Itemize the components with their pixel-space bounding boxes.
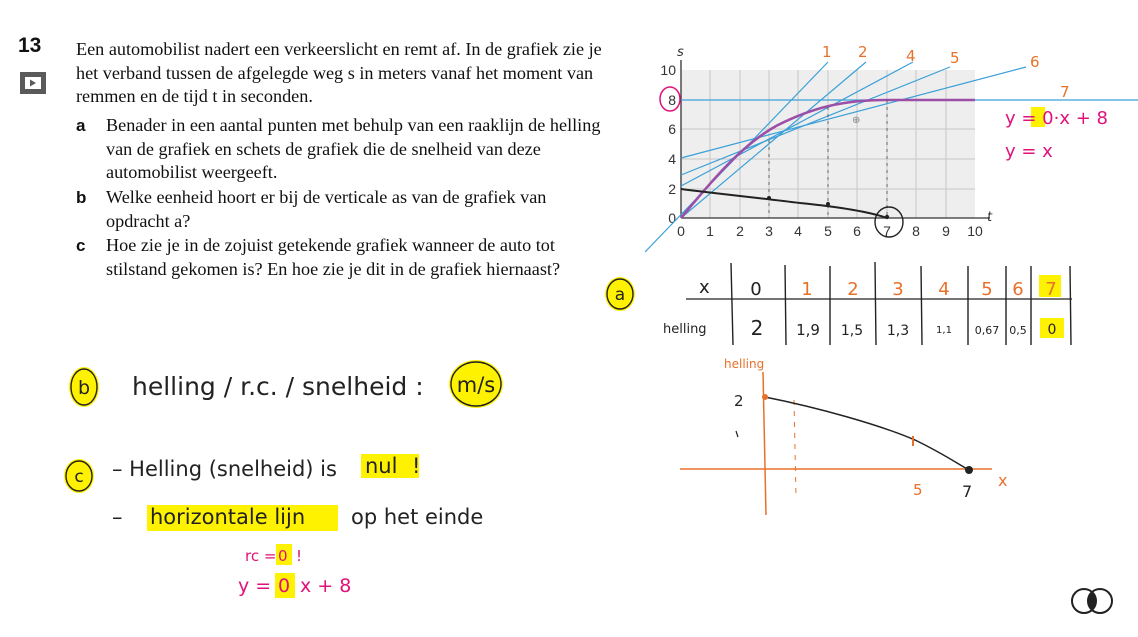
x-tick: 10: [967, 223, 983, 239]
answer-c: [64, 454, 483, 598]
slope-value: 0,5: [1009, 324, 1027, 337]
y-axis-label: s: [677, 45, 684, 60]
table-header-x: x: [699, 277, 710, 298]
rc-value: 0: [278, 547, 288, 565]
y-tick: 10: [660, 62, 676, 78]
sketch-y-value: 2: [734, 392, 744, 410]
x-value: 7: [1045, 279, 1057, 300]
x-tick: 4: [794, 223, 802, 239]
venn-logo-icon: [1072, 589, 1112, 613]
tangent-number: 4: [906, 47, 916, 65]
x-tick: 6: [853, 223, 861, 239]
x-tick: 3: [765, 223, 773, 239]
slope-value: 1,5: [840, 323, 864, 339]
part-a-label: a: [614, 285, 626, 305]
eq-value: 0: [278, 575, 291, 597]
x-axis-label: t: [987, 210, 993, 225]
x-value: 3: [892, 279, 904, 300]
x-tick: 2: [736, 223, 744, 239]
slope-value: 1,1: [936, 325, 952, 336]
x-tick: 5: [824, 223, 832, 239]
crosshair-icon: ⊕: [852, 115, 861, 126]
question-text: Welke eenheid hoort er bij de verticale as van de grafiek van opdracht a?: [106, 187, 547, 231]
tangent-equation: y = 0·x + 8: [1005, 108, 1108, 129]
answer-c-horizontal: horizontale lijn: [150, 505, 306, 529]
sketch-x-value: 7: [962, 482, 973, 501]
slope-value: 2: [750, 316, 764, 340]
slope-value: 0,67: [974, 324, 1000, 337]
answer-c-line1: – Helling (snelheid) is: [112, 457, 337, 481]
eq-prefix: y =: [238, 575, 272, 597]
slope-values-row: [751, 316, 1057, 340]
slope-value: 1,3: [886, 323, 910, 339]
exercise-intro: Een automobilist nadert een verkeerslicht en remt af. In de grafiek zie je het verband tussen de afgelegde weg s in meters vanaf het moment van remmen en de tijd t in seconden.: [76, 39, 602, 107]
tangent-number: 2: [858, 43, 868, 61]
rc-prefix: rc =: [245, 547, 277, 565]
x-value: 2: [847, 279, 859, 300]
exercise-number: 13: [18, 34, 42, 57]
answer-c-label: c: [74, 467, 84, 487]
slope-value: 1,9: [796, 321, 820, 339]
table-header-helling: helling: [663, 322, 707, 337]
x-tick: 1: [706, 223, 714, 239]
sketch-y-label: helling: [724, 357, 765, 371]
y-tick: 0: [668, 210, 676, 226]
x-value: 6: [1012, 279, 1024, 300]
y-tick: 4: [668, 151, 676, 167]
sketch-y-axis: [763, 372, 766, 515]
y-tick: 2: [668, 181, 676, 197]
y-tick: 6: [668, 121, 676, 137]
slope-table: [605, 262, 1072, 345]
x-tick: 7: [883, 223, 891, 239]
x-value: 5: [981, 279, 993, 300]
sketch-x-value: 5: [913, 481, 923, 499]
eq-suffix: x + 8: [300, 575, 352, 597]
x-values-row: [750, 279, 1056, 300]
x-value: 4: [938, 279, 950, 300]
question-label: c: [76, 236, 86, 255]
rc-suffix: !: [296, 547, 303, 565]
x-value: 1: [801, 279, 813, 300]
st-graph: [645, 43, 1138, 252]
sketch-x-label: x: [998, 471, 1008, 490]
tangent-number: 7: [1060, 83, 1070, 101]
question-label: a: [76, 116, 86, 135]
answer-c-end: op het einde: [351, 505, 484, 529]
tangent-number: 5: [950, 49, 960, 67]
answer-b-unit: m/s: [456, 373, 496, 397]
x-tick-labels: [677, 223, 983, 239]
y-tick: 8: [668, 92, 676, 108]
velocity-sketch: [680, 357, 1007, 515]
answer-b-label: b: [77, 377, 91, 399]
answer-c-nul: nul: [365, 454, 398, 478]
answer-c-dash: –: [112, 505, 123, 529]
question-text: Hoe zie je in de zojuist getekende grafiek wanneer de auto tot stilstand gekomen is? En hoe zie je dit in de grafiek hiernaast?: [106, 235, 561, 279]
x-tick: 8: [912, 223, 920, 239]
answer-c-exclaim: !: [412, 454, 421, 478]
answer-b: [69, 360, 503, 408]
x-tick: 9: [942, 223, 950, 239]
tangent-number: 1: [822, 43, 832, 61]
tangent-number: 6: [1030, 53, 1040, 71]
slope-value: 0: [1047, 322, 1057, 338]
tangent-equation: y = x: [1005, 141, 1053, 162]
x-tick: 0: [677, 223, 685, 239]
question-text: Benader in een aantal punten met behulp van een raaklijn de helling van de grafiek en schets de grafiek die de snelheid van deze automobilist weergeeft.: [106, 115, 601, 183]
x-value: 0: [750, 279, 762, 300]
answer-b-text: helling / r.c. / snelheid :: [132, 372, 424, 401]
question-label: b: [76, 188, 87, 207]
